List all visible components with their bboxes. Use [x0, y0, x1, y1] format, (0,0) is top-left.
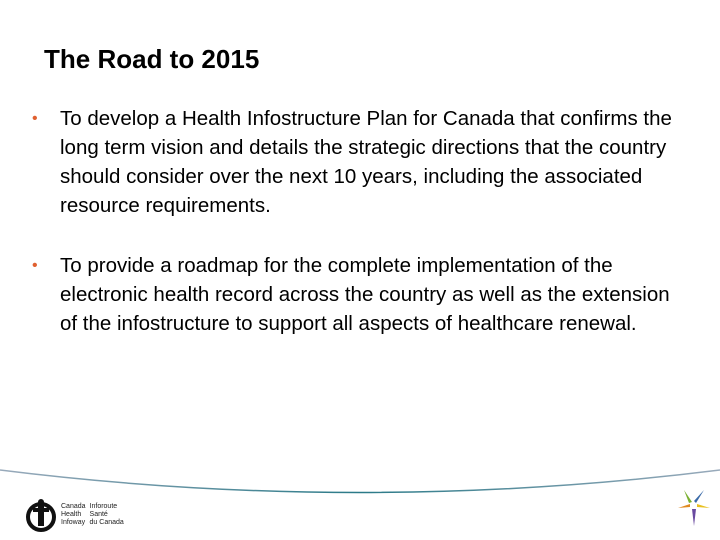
logo-text: Inforoute	[89, 503, 118, 510]
logo-text: Canada	[61, 503, 86, 510]
logo-text: Santé	[89, 511, 108, 518]
bullet-icon: •	[32, 257, 38, 274]
bullet-icon: •	[32, 110, 38, 127]
bullet-text: To develop a Health Infostructure Plan for Canada that confirms the long term vision and details the strategic directions that the country should consider over the next 10 years, including the associated resource requirements.	[60, 107, 672, 217]
star-logo-icon	[676, 488, 712, 528]
bullet-text: To provide a roadmap for the complete implementation of the electronic health record across the country as well as the extension of the infostructure to support all aspects of healthcare renewal.	[60, 254, 670, 335]
logo-text: Infoway	[61, 519, 86, 526]
infoway-emblem-icon	[24, 498, 58, 532]
bullet-item	[32, 104, 692, 220]
bullet-list	[32, 104, 692, 369]
slide-title: The Road to 2015	[44, 44, 260, 74]
logo-text: Health	[61, 511, 82, 518]
infoway-logo	[24, 498, 124, 532]
bullet-item	[32, 251, 692, 338]
logo-text: du Canada	[89, 519, 124, 526]
